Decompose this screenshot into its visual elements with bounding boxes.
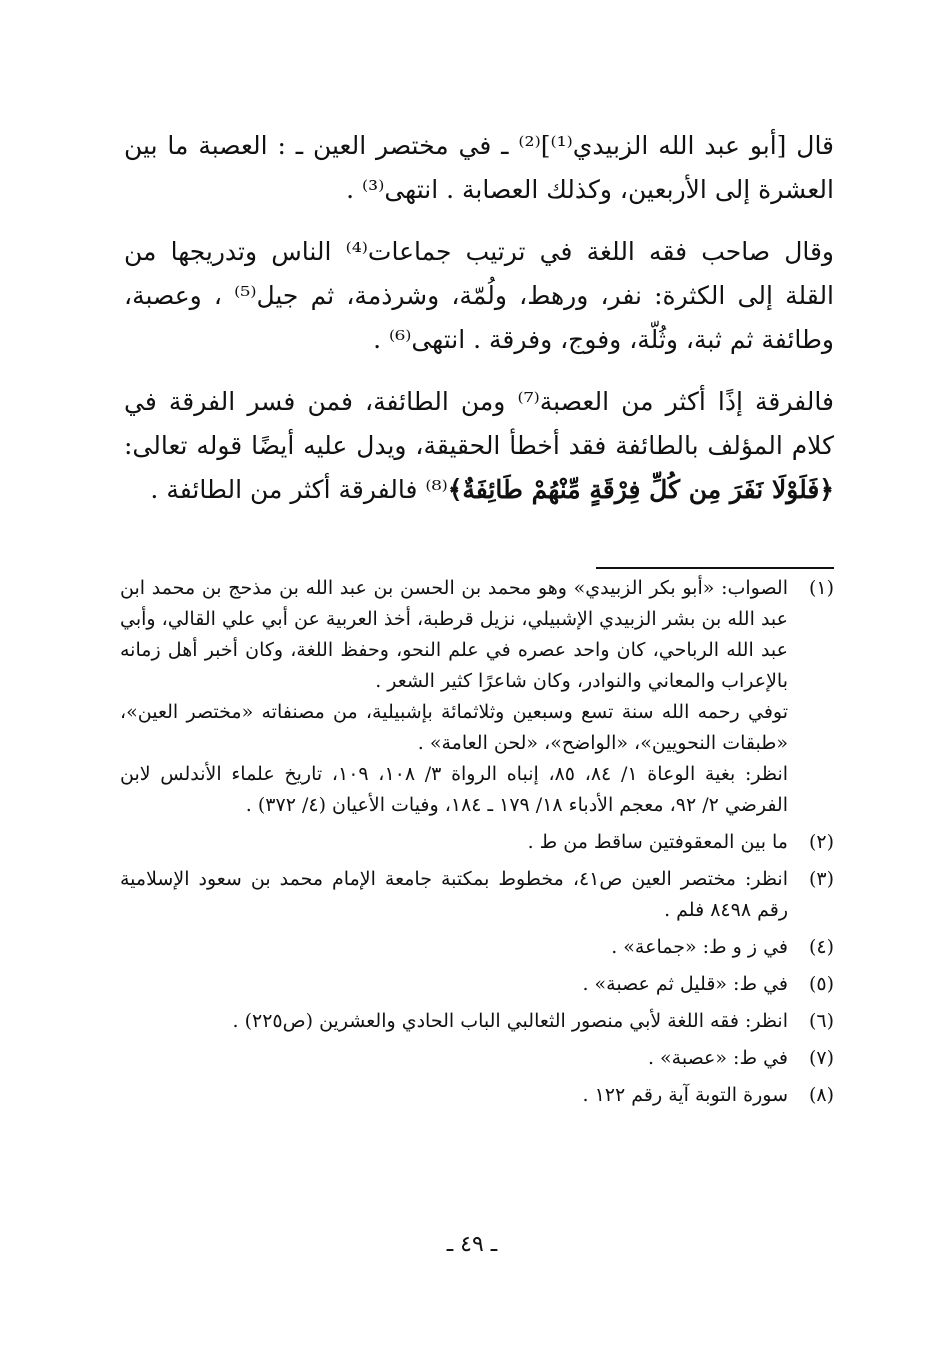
footnote-text: انظر: مختصر العين ص٤١، مخطوط بمكتبة جامعة الإمام محمد بن سعود الإسلامية رقم ٨٤٩٨ فلم . [120, 868, 788, 921]
footnote-number: (٦) [808, 1010, 834, 1032]
footnote-text: الصواب: «أبو بكر الزبيدي» وهو محمد بن الحسن بن عبد الله بن مذحج بن محمد ابن عبد الله بن بشر الزبيدي الإشبيلي، نزيل قرطبة، أخذ العربية عن أبي علي القالي، وأبي عبد الله الرباحي، كان واحد عصره في علم النحو، وحفظ اللغة، وكان أخبر أهل زمانه بالإعراب والمعاني والنوادر، وكان شاعرًا كثير الشعر . [120, 577, 789, 692]
footnote-text: توفي رحمه الله سنة تسع وسبعين وثلاثمائة بإشبيلية، من مصنفاته «مختصر العين»، «طبقات النحويين»، «الواضح»، «لحن العامة» . [120, 701, 788, 754]
paragraph-text: فالفرقة إذًا أكثر من العصبة⁽⁷⁾ ومن الطائفة، فمن فسر الفرقة في كلام المؤلف بالطائفة فقد أخطأ الحقيقة، ويدل عليه أيضًا قوله تعالى: [124, 387, 834, 460]
footnote [120, 1043, 834, 1074]
footnote-number: (٥) [808, 973, 834, 995]
paragraph: قال [أبو عبد الله الزبيدي⁽¹⁾]⁽²⁾ ـ في مختصر العين ـ : العصبة ما بين العشرة إلى الأربعين، وكذلك العصابة . انتهى⁽³⁾ . [124, 131, 835, 204]
paragraph [124, 380, 834, 512]
footnote [120, 969, 834, 1000]
footnote [120, 1080, 834, 1111]
footnote-number: (١) [808, 577, 834, 599]
footnote-text: انظر: فقه اللغة لأبي منصور الثعالبي الباب الحادي والعشرين (ص٢٢٥) . [232, 1010, 788, 1032]
footnote [120, 573, 834, 821]
footnote-number: (٣) [808, 868, 834, 890]
footnote-text: في ط: «قليل ثم عصبة» . [582, 973, 788, 995]
paragraph-text: ⁽⁸⁾ فالفرقة أكثر من الطائفة . [150, 475, 448, 504]
footnote-number: (٢) [808, 831, 834, 853]
main-text [124, 124, 834, 530]
footnote-number: (٤) [808, 936, 834, 958]
footnote [120, 1006, 834, 1037]
page-number: ـ ٤٩ ـ [446, 1232, 498, 1257]
footnote-text: سورة التوبة آية رقم ١٢٢ . [582, 1084, 788, 1106]
footnote-number: (٨) [808, 1084, 834, 1106]
footnote-text: في ط: «عصبة» . [647, 1047, 788, 1069]
footnote [120, 932, 834, 963]
footnote [120, 827, 834, 858]
footnote-separator [596, 567, 834, 569]
footnote [120, 864, 834, 926]
footnote-text: ما بين المعقوفتين ساقط من ط . [527, 831, 788, 853]
footnote-number: (٧) [808, 1047, 834, 1069]
quran-verse: ﴿فَلَوْلَا نَفَرَ مِن كُلِّ فِرْقَةٍ مِّنْهُمْ طَائِفَةٌ﴾ [447, 475, 834, 504]
footnote-text: انظر: بغية الوعاة ١/ ٨٤، ٨٥، إنباه الرواة ٣/ ١٠٨، ١٠٩، تاريخ علماء الأندلس لابن الفرضي ٢/ ٩٢، معجم الأدباء ١٨/ ١٧٩ ـ ١٨٤، وفيات الأعيان (٤/ ٣٧٢) . [120, 763, 789, 816]
footnote-text: في ز و ط: «جماعة» . [611, 936, 788, 958]
footnotes [120, 573, 834, 1117]
paragraph: وقال صاحب فقه اللغة في ترتيب جماعات⁽⁴⁾ الناس وتدريجها من القلة إلى الكثرة: نفر، ورهط، ولُمّة، وشرذمة، ثم جيل⁽⁵⁾ ، وعصبة، وطائفة ثم ثبة، وثُلّة، وفوج، وفرقة . انتهى⁽⁶⁾ . [124, 237, 835, 354]
